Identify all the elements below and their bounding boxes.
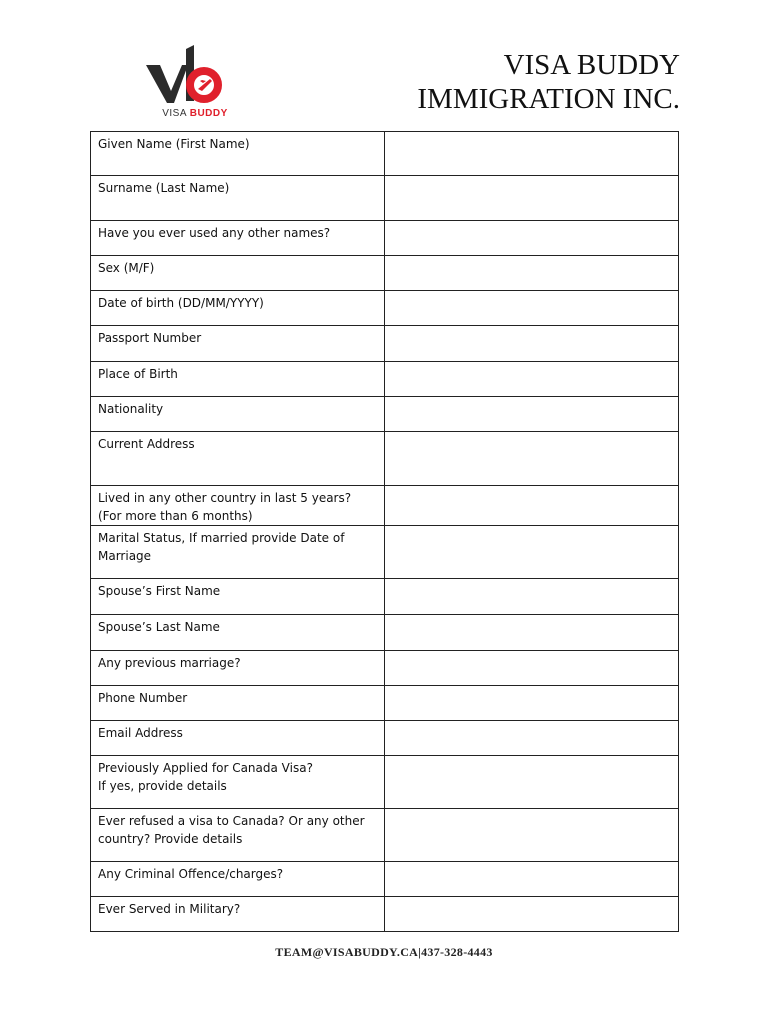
field-answer-cell[interactable] xyxy=(385,132,679,176)
form-row xyxy=(91,526,679,579)
footer-email[interactable]: TEAM@VISABUDDY.CA xyxy=(275,945,419,959)
field-answer-cell[interactable] xyxy=(385,486,679,526)
form-row xyxy=(91,862,679,897)
field-label: Spouse’s Last Name xyxy=(91,615,385,651)
field-answer-cell[interactable] xyxy=(385,809,679,862)
intake-form-table xyxy=(90,131,679,932)
field-label: Sex (M/F) xyxy=(91,256,385,291)
footer-phone[interactable]: 437-328-4443 xyxy=(421,945,493,959)
field-label: Any previous marriage? xyxy=(91,651,385,686)
form-row xyxy=(91,432,679,486)
field-answer-cell[interactable] xyxy=(385,291,679,326)
form-row xyxy=(91,579,679,615)
form-row xyxy=(91,615,679,651)
footer-separator: | xyxy=(418,945,422,959)
visa-buddy-logo xyxy=(140,45,250,125)
field-label: Surname (Last Name) xyxy=(91,176,385,221)
vb-logo-mark-icon xyxy=(140,45,250,110)
field-label: Marital Status, If married provide Date of Marriage xyxy=(91,526,385,579)
field-answer-cell[interactable] xyxy=(385,651,679,686)
field-label: Ever Served in Military? xyxy=(91,897,385,932)
field-label: Previously Applied for Canada Visa? If yes, provide details xyxy=(91,756,385,809)
field-answer-cell[interactable] xyxy=(385,897,679,932)
form-row xyxy=(91,686,679,721)
field-label: Current Address xyxy=(91,432,385,486)
field-label: Passport Number xyxy=(91,326,385,362)
form-row xyxy=(91,756,679,809)
form-row xyxy=(91,221,679,256)
form-row xyxy=(91,326,679,362)
form-row xyxy=(91,256,679,291)
field-answer-cell[interactable] xyxy=(385,256,679,291)
field-answer-cell[interactable] xyxy=(385,721,679,756)
field-label: Nationality xyxy=(91,397,385,432)
field-label: Have you ever used any other names? xyxy=(91,221,385,256)
field-answer-cell[interactable] xyxy=(385,397,679,432)
field-label: Date of birth (DD/MM/YYYY) xyxy=(91,291,385,326)
field-answer-cell[interactable] xyxy=(385,862,679,897)
field-label: Phone Number xyxy=(91,686,385,721)
field-answer-cell[interactable] xyxy=(385,362,679,397)
company-name-line2: IMMIGRATION INC. xyxy=(417,83,680,115)
field-answer-cell[interactable] xyxy=(385,432,679,486)
logo-v-shape xyxy=(146,65,188,103)
field-answer-cell[interactable] xyxy=(385,615,679,651)
field-label: Given Name (First Name) xyxy=(91,132,385,176)
form-row xyxy=(91,397,679,432)
field-label: Spouse’s First Name xyxy=(91,579,385,615)
logo-word-visa: VISA xyxy=(162,108,187,119)
field-label: Any Criminal Offence/charges? xyxy=(91,862,385,897)
form-row xyxy=(91,362,679,397)
field-label: Email Address xyxy=(91,721,385,756)
field-label: Place of Birth xyxy=(91,362,385,397)
logo-plane-icon xyxy=(198,79,212,91)
field-answer-cell[interactable] xyxy=(385,526,679,579)
field-answer-cell[interactable] xyxy=(385,686,679,721)
form-row xyxy=(91,721,679,756)
form-row xyxy=(91,291,679,326)
field-label: Ever refused a visa to Canada? Or any other country? Provide details xyxy=(91,809,385,862)
form-row xyxy=(91,486,679,526)
form-row xyxy=(91,809,679,862)
field-answer-cell[interactable] xyxy=(385,176,679,221)
form-row xyxy=(91,176,679,221)
field-answer-cell[interactable] xyxy=(385,579,679,615)
form-row xyxy=(91,132,679,176)
field-label: Lived in any other country in last 5 years? (For more than 6 months) xyxy=(91,486,385,526)
company-name-line1: VISA BUDDY xyxy=(503,49,680,81)
logo-wordmark xyxy=(140,108,250,119)
logo-word-buddy: BUDDY xyxy=(189,108,228,119)
footer-contact xyxy=(0,945,768,960)
form-row xyxy=(91,651,679,686)
field-answer-cell[interactable] xyxy=(385,756,679,809)
field-answer-cell[interactable] xyxy=(385,221,679,256)
form-row xyxy=(91,897,679,932)
field-answer-cell[interactable] xyxy=(385,326,679,362)
company-name xyxy=(417,48,680,116)
